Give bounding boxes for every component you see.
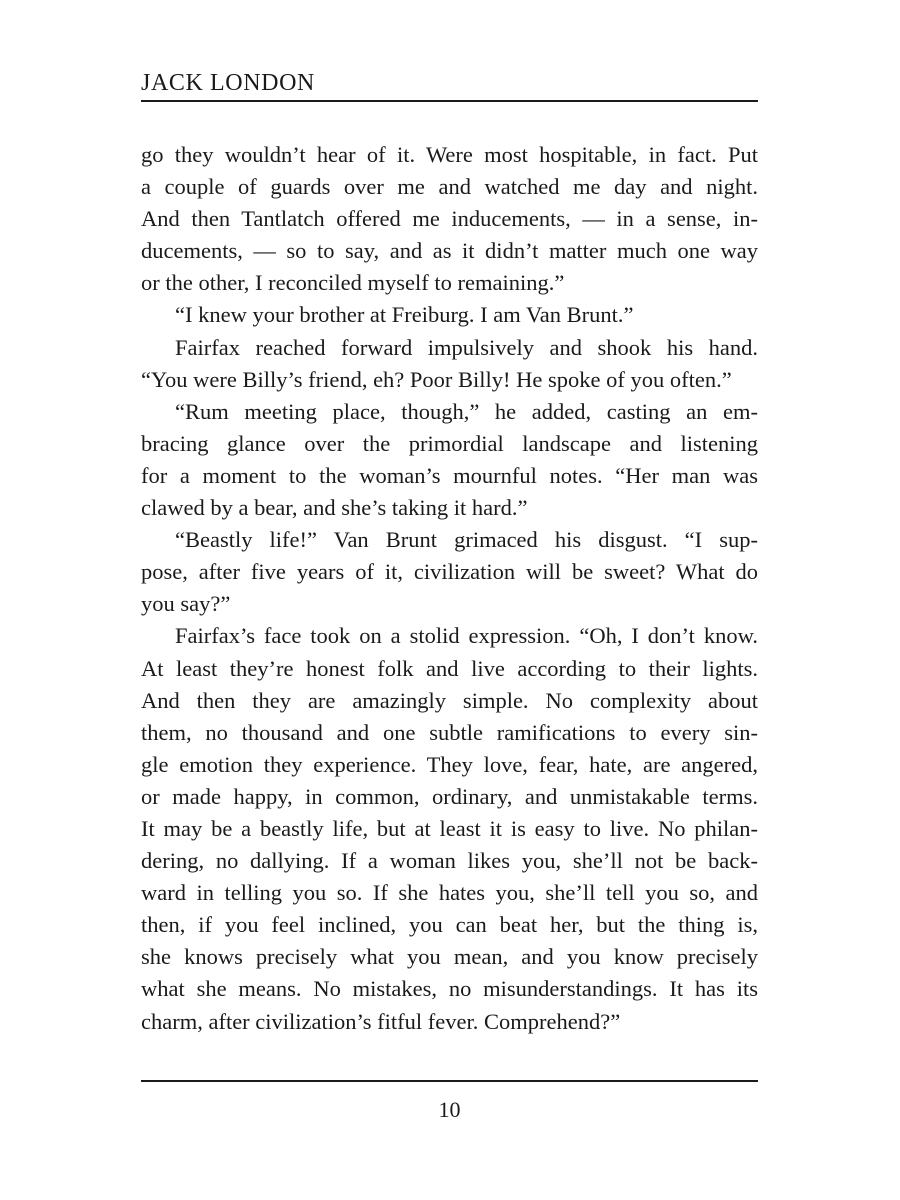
- text-line: “You were Billy’s friend, eh? Poor Billy! He spoke of you often.”: [141, 366, 732, 392]
- text-line: then, if you feel inclined, you can beat her, but the thing is,: [141, 912, 758, 938]
- text-line: Fairfax’s face took on a stolid expression. “Oh, I don’t know.: [175, 623, 758, 649]
- text-line: dering, no dallying. If a woman likes you, she’ll not be back-: [141, 848, 758, 874]
- text-line: And then they are amazingly simple. No complexity about: [141, 687, 758, 713]
- header-rule: [141, 100, 758, 102]
- footer-rule: [141, 1080, 758, 1082]
- text-line: It may be a beastly life, but at least it is easy to live. No philan-: [141, 815, 758, 841]
- text-line: or the other, I reconciled myself to remaining.”: [141, 270, 565, 296]
- text-line: for a moment to the woman’s mournful notes. “Her man was: [141, 462, 758, 488]
- text-line: Fairfax reached forward impulsively and shook his hand.: [175, 334, 758, 360]
- text-line: ducements, — so to say, and as it didn’t matter much one way: [141, 238, 758, 264]
- text-line: them, no thousand and one subtle ramifications to every sin-: [141, 719, 758, 745]
- text-line: “I knew your brother at Freiburg. I am Van Brunt.”: [175, 302, 634, 328]
- text-line: you say?”: [141, 591, 231, 617]
- text-line: what she means. No mistakes, no misunderstandings. It has its: [141, 976, 758, 1002]
- text-line: she knows precisely what you mean, and you know precisely: [141, 944, 758, 970]
- text-line: go they wouldn’t hear of it. Were most hospitable, in fact. Put: [141, 142, 758, 167]
- text-line: pose, after five years of it, civilization will be sweet? What do: [141, 559, 758, 585]
- text-line: And then Tantlatch offered me inducements, — in a sense, in-: [141, 206, 758, 232]
- text-line: At least they’re honest folk and live according to their lights.: [141, 655, 758, 681]
- body-text: [141, 139, 758, 1038]
- page-number: 10: [438, 1097, 461, 1122]
- running-head: JACK LONDON: [141, 70, 315, 96]
- text-line: “Rum meeting place, though,” he added, casting an em-: [175, 398, 758, 424]
- text-line: a couple of guards over me and watched me day and night.: [141, 174, 758, 200]
- text-line: ward in telling you so. If she hates you, she’ll tell you so, and: [141, 880, 758, 906]
- text-line: clawed by a bear, and she’s taking it hard.”: [141, 495, 528, 521]
- text-line: gle emotion they experience. They love, fear, hate, are angered,: [141, 751, 758, 777]
- text-line: “Beastly life!” Van Brunt grimaced his disgust. “I sup-: [175, 527, 758, 553]
- text-line: charm, after civilization’s fitful fever. Comprehend?”: [141, 1008, 621, 1034]
- text-line: or made happy, in common, ordinary, and unmistakable terms.: [141, 783, 758, 809]
- text-line: bracing glance over the primordial landscape and listening: [141, 430, 758, 456]
